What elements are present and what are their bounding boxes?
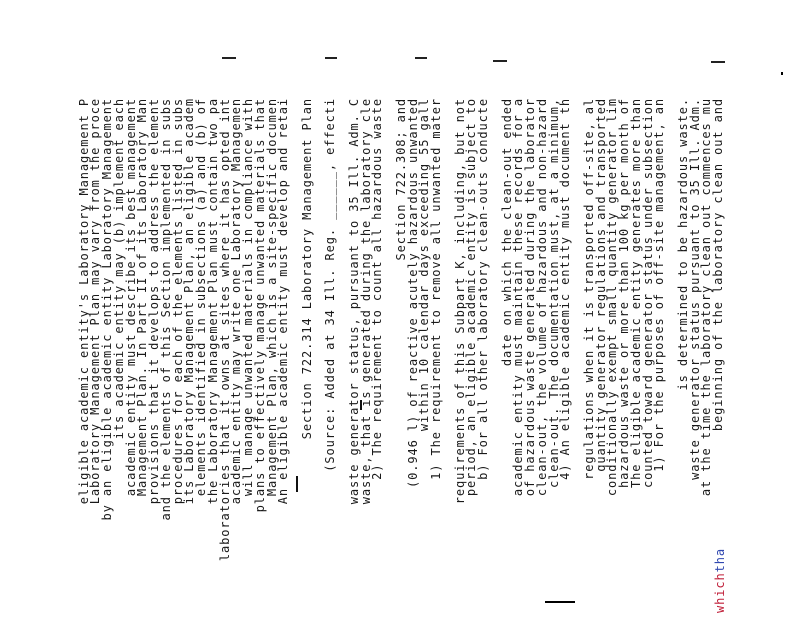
text-line: b) For all other laboratory clean-outs conducte <box>476 98 490 480</box>
annotation-blue-text: tha <box>713 548 727 573</box>
text-line: Management Plan. In Part II of its Laboratory Man <box>135 98 150 497</box>
text-line: academic entity must describe its best management <box>123 98 138 497</box>
top-dash-mark <box>711 61 725 63</box>
text-line: clean-out. The documentation must, at a minimum, <box>546 98 561 488</box>
text-line: quantity generator regulations and transported <box>593 98 608 472</box>
text-line: Section 722.314 Laboratory Management Plan <box>299 98 314 440</box>
revision-bar <box>296 476 298 492</box>
text-line: within 10 calendar days exceeding 55 gall <box>417 98 432 432</box>
text-line: of hazardous waste generated during the laborator <box>523 98 537 497</box>
text-line: 1) For the purposes of off-site management, an <box>652 98 667 472</box>
text-line: 2) The requirement to count all hazardous waste <box>370 98 385 480</box>
text-line: 1) The requirement to remove all unwanted mater <box>429 98 443 480</box>
text-line: hazardous waste or more than 100 kg per month of <box>617 98 631 488</box>
text-line: is determined to be hazardous waste. <box>675 98 690 391</box>
margin-annotation <box>713 548 727 613</box>
text-line: (0.946 l) of reactive acutely hazardous unwanted <box>405 98 420 488</box>
text-line: academic entity must maintain these records for a <box>511 98 526 497</box>
text-line: laboratories that it owns at sites where it has opted int <box>217 98 232 562</box>
text-line: counted toward generator status under subsection <box>640 98 655 488</box>
top-dash-mark <box>493 60 507 62</box>
text-line: and the elements of this Section implemented in subs <box>158 98 173 521</box>
text-line: period, an eligible academic entity is subject to <box>464 98 479 497</box>
text-line: An eligible academic entity must develop and retai <box>276 98 291 505</box>
text-line: clean-out, the volume of hazardous and non-hazard <box>534 98 549 497</box>
top-dash-mark <box>222 57 236 59</box>
text-line: academic entity may write one Laboratory Managemen <box>229 98 244 505</box>
text-line: 4) An eligible academic entity must document th <box>558 98 573 480</box>
annotation-red-text: which <box>713 572 727 613</box>
text-line: waste generator status, pursuant to 35 Ill. Adm. C <box>346 98 361 505</box>
text-line: the Laboratory Management Plan must contain two pa <box>205 98 220 505</box>
text-line: its academic entity may (b) implement each <box>111 98 126 440</box>
text-line: (Source: Added at 34 Ill. Reg. ______, effecti <box>323 98 338 472</box>
text-line: elements identified in subsections (a) and (b) of <box>194 98 208 497</box>
text-line: regulations when it is transported off-site, al <box>581 98 596 480</box>
top-dash-mark <box>415 57 427 59</box>
scan-speck <box>781 72 783 75</box>
text-line: waste, that is generated during the laboratory cle <box>358 98 373 505</box>
text-line: by an eligible academic entity Laboratory Management <box>100 98 114 521</box>
text-line: date on which the clean-out ended <box>499 98 514 367</box>
text-line: procedures for each of the elements listed in subs <box>170 98 185 505</box>
text-line: will manage unwanted materials in compliance with <box>241 98 255 497</box>
text-line: eligible academic entity's Laboratory Management P <box>76 98 91 505</box>
text-line: Management Plan, which is a site-specific documen <box>264 98 279 497</box>
top-dash-mark <box>325 57 337 59</box>
text-line: Laboratory Management Plan may vary from the proce <box>88 98 103 505</box>
text-line: conditionally exempt small quantity generator lim <box>605 98 620 497</box>
scan-speck <box>545 601 575 603</box>
text-line: Section 722.308; and <box>393 98 408 261</box>
text-line: its Laboratory Management Plan, an eligible academ <box>182 98 197 505</box>
text-line: beginning of the laboratory clean out and <box>711 98 725 432</box>
text-line: requirements of this Subpart K, including, but not <box>452 98 467 505</box>
text-line: waste generator status pursuant to 35 Ill. Adm. <box>687 98 702 480</box>
text-line: provisions that it develops to address the element <box>147 98 161 505</box>
text-line: at the time the laboratory clean out commences mu <box>699 98 714 497</box>
text-line: The eligible academic entity generates more than <box>628 98 643 488</box>
text-line: plans to effectively manage unwanted materials that <box>252 98 267 513</box>
